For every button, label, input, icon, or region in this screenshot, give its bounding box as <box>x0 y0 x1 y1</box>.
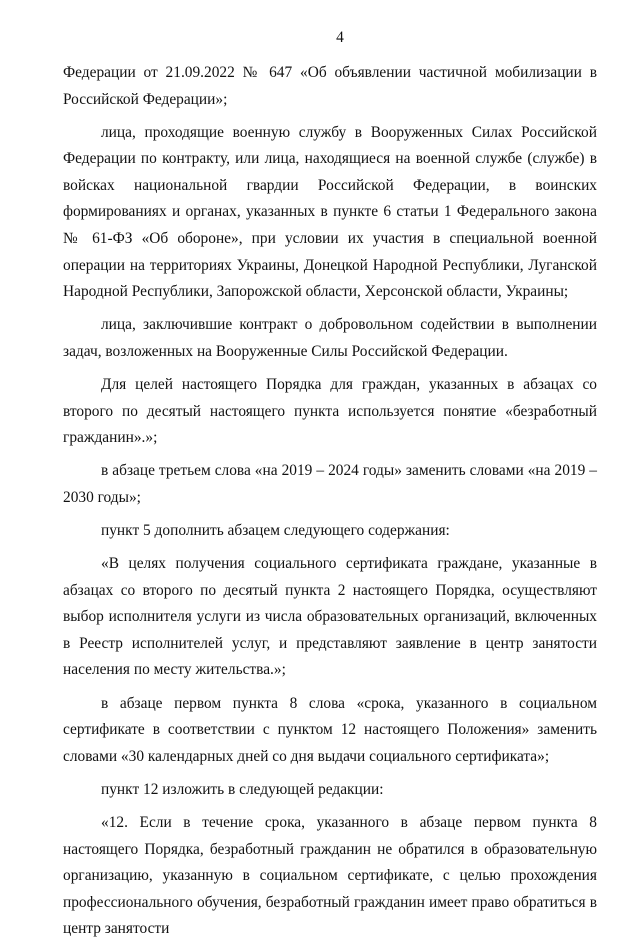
paragraph: лица, проходящие военную службу в Вооруженных Силах Российской Федерации по контракту, или лица, находящиеся на военной службе (службе) в войсках национальной гвардии Российской Федерации, в воинских формированиях и органах, указанных в пункте 6 статьи 1 Федерального закона № 61-ФЗ «Об обороне», при условии их участия в специальной военной операции на территориях Украины, Донецкой Народной Республики, Луганской Народной Республики, Запорожской области, Херсонской области, Украины; <box>63 123 597 301</box>
paragraph: «В целях получения социального сертификата граждане, указанные в абзацах со второго по десятый пункта 2 настоящего Порядка, осуществляют выбор исполнителя услуги из числа образовательных организаций, включенных в Реестр исполнителей услуг, и представляют заявление в центр занятости населения по месту жительства.»; <box>63 555 597 679</box>
paragraph: в абзаце третьем слова «на 2019 – 2024 годы» заменить словами «на 2019 – 2030 годы»; <box>63 462 597 506</box>
page-number: 4 <box>336 29 344 46</box>
paragraph: пункт 12 изложить в следующей редакции: <box>101 780 384 798</box>
paragraph: в абзаце первом пункта 8 слова «срока, указанного в социальном сертификате в соответствии с пунктом 12 настоящего Положения» заменить словами «30 календарных дней со дня выдачи социального сертификата»; <box>63 694 597 765</box>
paragraph: пункт 5 дополнить абзацем следующего содержания: <box>101 522 450 539</box>
paragraph: Федерации от 21.09.2022 № 647 «Об объявлении частичной мобилизации в Российской Федерации»; <box>63 64 597 108</box>
paragraph: Для целей настоящего Порядка для граждан, указанных в абзацах со второго по десятый настоящего пункта используется понятие «безработный гражданин».»; <box>63 376 597 447</box>
paragraph: лица, заключившие контракт о добровольном содействии в выполнении задач, возложенных на Вооруженные Силы Российской Федерации. <box>63 316 597 360</box>
paragraph: «12. Если в течение срока, указанного в абзаце первом пункта 8 настоящего Порядка, безработный гражданин не обратился в образовательную организацию, указанную в социальном сертификате, с целью прохождения профессионального обучения, безработный гражданин имеет право обратиться в центр занятости <box>63 813 597 938</box>
